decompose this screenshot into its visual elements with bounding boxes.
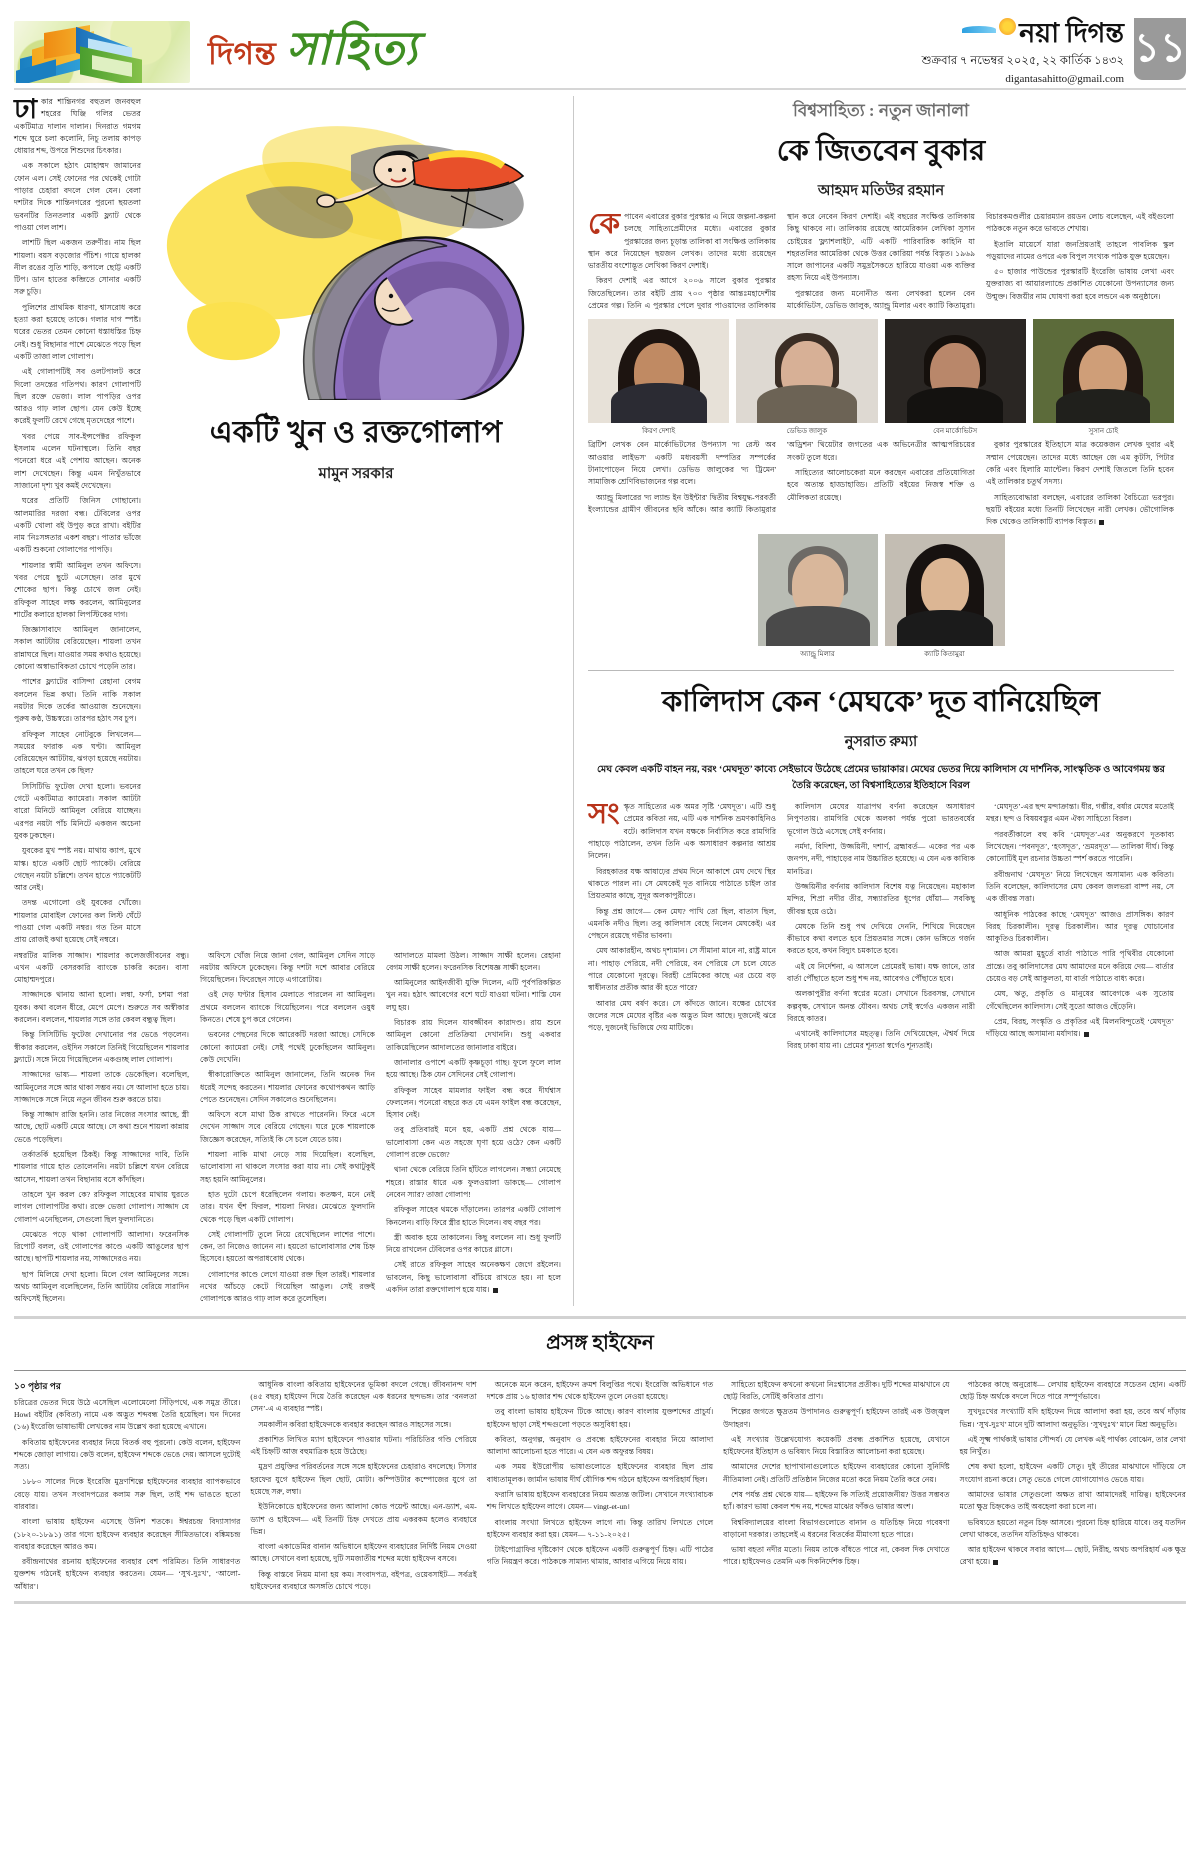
paragraph: এক সকালে হঠাৎ মোহাম্মদ জামানের ফোন এল। সেই ফোনের পর থেকেই গোটা পাড়ার চেহারা বদলে গেল যেন। বেলা দশটার দিকে শান্তিনগরের পুরনো ছয়তলা ভবনটির তিনতলার একটি ফ্ল্যাট থেকে পাওয়া গেল লাশ। [14, 161, 141, 232]
paragraph: ফরাসি ভাষায় হাইফেন ব্যবহারের নিয়ম অত্যন্ত জটিল। সেখানে সংখ্যাবাচক শব্দ লিখতে হাইফেন লাগে। যেমন— vingt-et-un। [486, 1489, 714, 1512]
bottom-divider [14, 1316, 1186, 1319]
publication-date: শুক্রবার ৭ নভেম্বর ২০২৫, ২২ কার্তিক ১৪৩২ [921, 55, 1124, 67]
paragraph: পরবর্তীকালে বহু কবি ‘মেঘদূত’-এর অনুকরণে দূতকাব্য লিখেছেন। ‘পবনদূত’, ‘হংসদূত’, ‘ভ্রমরদূত’— তালিকা দীর্ঘ। কিন্তু কোনোটিই মূল রচনার উচ্চতা স্পর্শ করতে পারেনি। [986, 829, 1174, 864]
paragraph: তর্কাতর্কি হয়েছিল ঠিকই। কিন্তু সাজ্জাদের দাবি, তিনি শায়লার গায়ে হাত তোলেননি। নয়টা চল্লিশে যখন বেরিয়ে আসেন, শায়লা তখন বিছানায় বসে কাঁদছিল। [14, 1150, 189, 1184]
paragraph: কিন্তু সাজ্জাদ রাজি হননি। তার নিজের সংসার আছে, স্ত্রী আছে, ছোট একটি মেয়ে আছে। সে কথা শুনে শায়লা কান্নায় ভেঙে পড়েছিল। [14, 1110, 189, 1144]
paragraph: শেষ পর্যন্ত প্রশ্ন থেকে যায়— হাইফেন কি সত্যিই প্রয়োজনীয়? উত্তর সম্ভবত হ্যাঁ। কারণ ভাষা কেবল শব্দ নয়, শব্দের মাঝের ফাঁকও ভাষার অংশ। [723, 1489, 950, 1512]
paragraph: পুরস্কারের জন্য মনোনীত অন্য লেখকরা হলেন বেন মার্কোভিটস, ডেভিড জালুক, অ্যান্ড্রু মিলার এবং ক্যাটি কিতামুরা। বিচারকমণ্ডলীর চেয়ারম্যান রয়ডন লোচ বলেছেন, এই বইগুলো পাঠককে নতুন করে ভাবতে শেখায়। [787, 212, 1174, 311]
lead-story-section [14, 96, 574, 1306]
author-photo [1033, 319, 1174, 423]
masthead-left [14, 14, 418, 90]
bottom-body [14, 1379, 1186, 1594]
paragraph: সাহিত্যের আলোচকেরা মনে করছেন এবারের প্রতিযোগিতা হবে অত্যন্ত হাড্ডাহাড্ডি। প্রতিটি বইয়ের নিজস্ব শক্তি ও মৌলিকতা রয়েছে। [787, 467, 975, 502]
paragraph [986, 1016, 1174, 1041]
paragraph: তবু বাংলা ভাষায় হাইফেন টিকে আছে। কারণ বাংলায় যুক্তশব্দের প্রাচুর্য। হাইফেন ছাড়া সেই শব্দগুলো পড়তে অসুবিধা হয়। [486, 1407, 714, 1429]
supplement-title-word1: দিগন্ত [208, 36, 277, 71]
story-illustration [151, 100, 561, 400]
paragraph: রবীন্দ্রনাথ ‘মেঘদূত’ নিয়ে লিখেছেন অসামান্য এক কবিতা। তিনি বলেছেন, কালিদাসের মেঘ কেবল জলভরা বাষ্প নয়, সে এক জীবন্ত সত্তা। [986, 869, 1174, 904]
paragraph: ভবিষ্যতে হয়তো নতুন চিহ্ন আসবে। পুরনো চিহ্ন হারিয়ে যাবে। তবু যতদিন লেখা থাকবে, ততদিন যতিচিহ্নও থাকবে। [959, 1517, 1186, 1539]
paragraph: জানালার ওপাশে একটি কৃষ্ণচূড়া গাছ। ফুলে ফুলে লাল হয়ে আছে। ঠিক যেন সেদিনের সেই গোলাপ। [386, 1057, 561, 1080]
paragraph: পুলিশের প্রাথমিক ধারণা, শ্বাসরোধ করে হত্যা করা হয়েছে তাকে। গলার দাগ স্পষ্ট। ঘরের ভেতর তেমন কোনো ধস্তাধস্তির চিহ্ন নেই। শুধু বিছানার পাশে মেঝেতে পড়ে ছিল একটি তাজা লাল গোলাপ। [14, 302, 141, 361]
paragraph: আধুনিক বাংলা কবিতায় হাইফেনের ভূমিকা বদলে গেছে। জীবনানন্দ দাশ (৪৫ বছর) হাইফেন দিয়ে তৈরি করেছেন এক ধরনের ছন্দভঙ্গ। তার ‘বনলতা সেন’-এ এ ব্যবহার স্পষ্ট। [250, 1379, 477, 1414]
photo-caption: সুসান চোই [1088, 427, 1119, 436]
paragraph: আমাদের দেশের ছাপাখানাগুলোতে হাইফেন ব্যবহারের কোনো সুনির্দিষ্ট নীতিমালা নেই। প্রতিটি প্রতিষ্ঠান নিজের মতো করে নিয়ম তৈরি করে নেয়। [723, 1462, 950, 1484]
contact-email[interactable]: digantasahitto@gmail.com [1005, 73, 1124, 85]
paragraph: টাইপোগ্রাফির দৃষ্টিকোণ থেকে হাইফেন একটি গুরুত্বপূর্ণ চিহ্ন। এটি পাঠের গতি নিয়ন্ত্রণ করে। পাঠককে সামান্য থামায়, আবার এগিয়ে নিয়ে যায়। [486, 1545, 714, 1567]
continued-from-label: ১০ পৃষ্ঠার পর [14, 1380, 61, 1391]
paragraph: এই সূক্ষ্ম পার্থক্যই ভাষার সৌন্দর্য। যে লেখক এই পার্থক্য বোঝেন, তার লেখা হয় নিখুঁত। [959, 1434, 1186, 1457]
supplement-title-word2: সাহিত্য [286, 23, 419, 74]
main-content [14, 96, 1186, 1306]
paragraph: মুদ্রণ প্রযুক্তির পরিবর্তনের সঙ্গে সঙ্গে হাইফেনের চেহারাও বদলেছে। সিসার হরফের যুগে হাইফেন ছিল ছোট, মোটা। কম্পিউটার কম্পোজের যুগে তা হয়েছে সরু, লম্বা। [250, 1462, 477, 1496]
paragraph: ইতালি মায়ের্সে যারা জনপ্রিয়তাই তাহলে পাবলিক স্কুল পড়ুয়াদের নামের ওপরে এক বিপুল সংখ্যক পাঠক যুক্ত হয়েছেন। [986, 239, 1174, 261]
paragraph: মেঘ আকারহীন, অথচ দৃশ্যমান। সে সীমানা মানে না, রাষ্ট্র মানে না। পাহাড় পেরিয়ে, নদী পেরিয়ে, বন পেরিয়ে সে চলে যেতে পারে যেকোনো দূরত্বে। বিরহী প্রেমিকের কাছে এর চেয়ে বড় স্বাধীনতার প্রতীক আর কী হতে পারে? [588, 946, 776, 993]
paragraph: নর্মদা, বিদিশা, উজ্জয়িনী, দশার্ণ, ব্রহ্মাবর্ত— একের পর এক জনপদ, নদী, পাহাড়ের নাম উচ্চারিত হয়েছে। এ যেন এক কাব্যিক মানচিত্র। [787, 842, 975, 876]
paragraph: সাজ্জাদকে থানায় আনা হলো। লম্বা, ফর্সা, চশমা পরা যুবক। কথা বলেন ধীরে, মেপে মেপে। শুরুতে সব অস্বীকার করলেন। বললেন, শায়লার সঙ্গে তার কেবল বন্ধুত্ব ছিল। [14, 990, 189, 1025]
paragraph: কিন্তু সিসিটিভি ফুটেজ দেখানোর পর ভেঙে পড়লেন। স্বীকার করলেন, ওইদিন সকালে তিনিই গিয়েছিলেন শায়লার ফ্ল্যাটে। সঙ্গে নিয়ে গিয়েছিলেন একগুচ্ছ লাল গোলাপ। [14, 1030, 189, 1064]
paragraph: এই যে নির্দেশনা, এ আসলে প্রেমেরই ভাষা। যক্ষ জানে, তার বার্তা পৌঁছাতে হলে শুধু শব্দ নয়, আবেগও পৌঁছাতে হবে। [787, 961, 975, 983]
paragraph: ওই দেড় ঘণ্টার হিসাব মেলাতে পারলেন না আমিনুল। প্রথমে বললেন ব্যাংকে গিয়েছিলেন। পরে বললেন ওষুধ কিনতে। শেষে চুপ করে গেলেন। [200, 990, 375, 1025]
paragraph: ভবনের পেছনের দিকে আরেকটি দরজা আছে। সেদিকে কোনো ক্যামেরা নেই। সেই পথেই ঢুকেছিলেন আমিনুল। কেউ দেখেনি। [200, 1030, 375, 1064]
masthead [14, 0, 1186, 86]
paragraph: সেই গোলাপটি তুলে নিয়ে রেখেছিলেন লাশের পাশে। কেন, তা নিজেও জানেন না। হয়তো ভালোবাসার শেষ চিহ্ন হিসেবে। হয়তো অপরাধবোধ থেকে। [200, 1229, 375, 1264]
paragraph-text: আর হাইফেন থাকবে সবার আগে— ছোট, নিরীহ, অথচ অপরিহার্য এক ক্ষুদ্র রেখা হয়ে। [959, 1545, 1186, 1567]
end-marker-icon [1084, 1032, 1089, 1037]
author-photo-row-2 [588, 534, 1174, 660]
paragraph: অফিসে খোঁজ নিয়ে জানা গেল, আমিনুল সেদিন সাড়ে নয়টায় অফিসে ঢুকেছেন। কিন্তু দশটা দশে আবার বেরিয়ে গিয়েছিলেন। ফিরেছেন সাড়ে এগারোটায়। [200, 950, 375, 985]
author-photo [885, 534, 1005, 646]
paragraph: কিন্তু বাস্তবে নিয়ম মানা হয় কম। সংবাদপত্র, বইপত্র, ওয়েবসাইট— সর্বত্রই হাইফেনের ব্যবহারে অসঙ্গতি চোখে পড়ে। [250, 1569, 477, 1592]
author-photo-row-1 [588, 319, 1174, 437]
paragraph: এক সময় ইউরোপীয় ভাষাগুলোতে হাইফেনের ব্যবহার ছিল প্রায় বাধ্যতামূলক। জার্মান ভাষায় দীর্ঘ যৌগিক শব্দ গঠনে হাইফেন অপরিহার্য ছিল। [486, 1462, 714, 1484]
paragraph: ভাষা বহতা নদীর মতো। নিয়ম তাকে বাঁধতে পারে না, কেবল দিক দেখাতে পারে। হাইফেনও তেমনি এক দিকনির্দেশক চিহ্ন। [723, 1545, 950, 1567]
photo-caption: ডেভিড জালুক [786, 427, 828, 436]
paragraph: শায়লার স্বামী আমিনুল তখন অফিসে। খবর পেয়ে ছুটে এসেছেন। তার মুখে শোকের ছাপ। কিন্তু চোখে জল নেই। রফিকুল সাহেব লক্ষ করলেন, আমিনুলের শার্টের কলারে হালকা লিপস্টিকের দাগ। [14, 560, 141, 619]
paragraph: ছাপ মিলিয়ে দেখা হলো। মিলে গেল আমিনুলের সঙ্গে। অথচ আমিনুল বলেছিলেন, তিনি আটটায় বেরিয়ে সারাদিন অফিসেই ছিলেন। [14, 1269, 189, 1304]
author-photo [885, 319, 1026, 423]
kalidas-title: কালিদাস কেন ‘মেঘকে’ দূত বানিয়েছিল [661, 686, 1101, 719]
paragraph: আধুনিক পাঠকের কাছে ‘মেঘদূত’ আজও প্রাসঙ্গিক। কারণ বিরহ চিরকালীন। দূরত্ব চিরকালীন। আর দূরত্ব ঘোচানোর আকুতিও চিরকালীন। [986, 909, 1174, 944]
paragraph: এখানেই কালিদাসের মহত্ত্ব। তিনি দেখিয়েছেন, ঐশ্বর্য দিয়ে বিরহ ঢাকা যায় না। প্রেমের শূন্যতা স্বর্গেও শূন্যতাই। [787, 1029, 975, 1051]
world-lit-kicker: বিশ্বসাহিত্য : নতুন জানালা [793, 101, 969, 120]
paragraph: রফিকুল সাহেব নোটবুকে লিখলেন— সময়ের ফারাক এক ঘণ্টা। আমিনুল বেরিয়েছেন আটটায়, ঝগড়া হয়েছে নয়টায়। তাহলে ঘরে তখন কে ছিল? [14, 729, 141, 776]
paragraph: তবু প্রতিবারই মনে হয়, একটি প্রশ্ন থেকে যায়— ভালোবাসা কেন এত সহজে ঘৃণা হয়ে ওঠে? কেন একটি গোলাপ রক্তে ভেজে? [386, 1125, 561, 1160]
paragraph: রফিকুল সাহেব মামলার ফাইল বন্ধ করে দীর্ঘশ্বাস ফেললেন। পনেরো বছরে কত যে এমন ফাইল বন্ধ করেছেন, হিসাব নেই। [386, 1085, 561, 1120]
author-photo [588, 319, 729, 423]
photo-caption: ক্যাটি কিতামুরা [924, 650, 965, 659]
paragraph: ঘরের প্রতিটি জিনিস গোছানো। আলমারির দরজা বন্ধ। টেবিলের ওপর একটি খোলা বই উপুড় করে রাখা। বইটির নাম 'নিঃসঙ্গতার একশ বছর'। পাতার ভাঁজে একটি শুকনো গোলাপের পাপড়ি। [14, 496, 141, 555]
kalidas-intro: মেঘ কেবল একটি বাহন নয়, বরং ‘মেঘদূত’ কাব্যে সেইভাবে উঠেছে প্রেমের ভায়াকার। মেঘের ভেতর দিয়ে কালিদাস যে দার্শনিক, সাংস্কৃতিক ও আবেগময় স্তর তৈরি করেছেন, তা বিশ্বসাহিত্যের ইতিহাসে বিরল [597, 764, 1165, 791]
paragraph [986, 492, 1174, 529]
paragraph: কবিতায় হাইফেনের ব্যবহার নিয়ে বিতর্ক বহু পুরনো। কেউ বলেন, হাইফেন শব্দকে জোড়া লাগায়। কেউ বলেন, হাইফেন শব্দকে ভেঙে দেয়। আসলে দুটোই সত্য। [14, 1437, 241, 1472]
paper-name: নয়া দিগন্ত [1019, 18, 1124, 48]
paragraph: লাশটি ছিল একজন তরুণীর। নাম ছিল শায়লা। বয়স বড়জোর পঁচিশ। গায়ে হালকা নীল রঙের সুতি শাড়ি, কপালে ছোট্ট একটি টিপ। ডান হাতের কব্জিতে সোনার একটি সরু চুড়ি। [14, 238, 141, 297]
world-lit-byline: আহমদ মতিউর রহমান [817, 183, 945, 199]
paragraph: হাত দুটো চেপে ধরেছিলেন গলায়। কতক্ষণ, মনে নেই তার। যখন হুঁশ ফিরল, শায়লা নিথর। মেঝেতে ফুলদানি থেকে পড়ে ছিল একটি গোলাপ। [200, 1189, 375, 1224]
paragraph: পাঠকের কাছে অনুরোধ— লেখায় হাইফেন ব্যবহারে সচেতন হোন। একটি ছোট্ট চিহ্ন অর্থকে বদলে দিতে পারে সম্পূর্ণভাবে। [959, 1379, 1186, 1401]
paragraph: বাংলা একাডেমির বানান অভিধানে হাইফেন ব্যবহারের নির্দিষ্ট নিয়ম দেওয়া আছে। সেখানে বলা হয়েছে, দুটি সমজাতীয় শব্দের মধ্যে হাইফেন বসবে। [250, 1542, 477, 1564]
end-marker-icon [993, 1560, 998, 1565]
paragraph: শেষ কথা হলো, হাইফেন একটি সেতু। দুই তীরের মাঝখানে দাঁড়িয়ে সে সংযোগ রচনা করে। সেতু ভেঙে গেলে যোগাযোগও ভেঙে যায়। [959, 1462, 1186, 1484]
paragraph: ১৮৮০ সালের দিকে ইংরেজি মুদ্রণশিল্পে হাইফেনের ব্যবহার ব্যাপকভাবে বেড়ে যায়। তখন সংবাদপত্রের কলাম সরু ছিল, তাই শব্দ ভাঙতে হতো বারবার। [14, 1477, 241, 1511]
paragraph [386, 1259, 561, 1296]
paragraph: বাংলায় সংখ্যা লিখতে হাইফেন লাগে না। কিন্তু তারিখ লিখতে গেলে হাইফেন ব্যবহার করা হয়। যেমন— ৭-১১-২০২৫। [486, 1517, 714, 1539]
paragraph: শিল্পের জগতে ক্ষুদ্রতম উপাদানও গুরুত্বপূর্ণ। হাইফেন তারই এক উজ্জ্বল উদাহরণ। [723, 1407, 950, 1429]
paragraph: ‘মেঘদূত’-এর ছন্দ মন্দাক্রান্তা। ধীর, গম্ভীর, বর্ষার মেঘের মতোই মন্থর। ছন্দ ও বিষয়বস্তুর এমন ঐক্য সাহিত্যে বিরল। [986, 802, 1174, 824]
paragraph: আমাদের ভাষার সেতুগুলো অক্ষত রাখা আমাদেরই দায়িত্ব। হাইফেনের মতো ক্ষুদ্র চিহ্নকেও তাই অবহেলা করা চলে না। [959, 1489, 1186, 1512]
paragraph: সংস্কৃত সাহিত্যের এক অমর সৃষ্টি ‘মেঘদূত’। এটি শুধু প্রেমের কবিতা নয়, এটি এক দার্শনিক ভ্রমণকাহিনিও বটে। কালিদাস যখন যক্ষকে নির্বাসিত করে রামগিরি পাহাড়ে পাঠালেন, তখন তিনি এক অসাধারণ কল্পনার আশ্রয় নিলেন। [588, 798, 776, 861]
footer-divider [14, 1601, 1186, 1604]
paragraph: কিন্তু প্রশ্ন জাগে— কেন মেঘ? পাখি তো ছিল, বাতাস ছিল, এমনকি নদীও ছিল। তবু কালিদাস বেছে নিলেন মেঘকেই। এর পেছনে রয়েছে গভীর ভাবনা। [588, 906, 776, 941]
photo-caption: কিরণ দেশাই [642, 427, 676, 436]
bottom-section [14, 1316, 1186, 1605]
paragraph: আদালতে মামলা উঠল। সাজ্জাদ সাক্ষী হলেন। রেহানা বেগম সাক্ষী হলেন। ফরেনসিক বিশেষজ্ঞ সাক্ষী হলেন। [386, 950, 561, 972]
paragraph: স্বীকারোক্তিতে আমিনুল জানালেন, তিনি অনেক দিন ধরেই সন্দেহ করতেন। শায়লার ফোনের কথোপকথন আড়ি পেতে শুনেছেন। সেদিন সকালেও শুনেছিলেন। [200, 1070, 375, 1104]
paragraph: থানা থেকে বেরিয়ে তিনি হাঁটতে লাগলেন। সন্ধ্যা নেমেছে শহরে। রাস্তার ধারে এক ফুলওয়ালা ডাকছে— গোলাপ নেবেন স্যার? তাজা গোলাপ! [386, 1165, 561, 1199]
paragraph: মেঘ, ঋতু, প্রকৃতি ও মানুষের আবেগকে এক সুতোয় গেঁথেছিলেন কালিদাস। সেই সুতো আজও ছেঁড়েনি। [986, 989, 1174, 1011]
paragraph: কবিতা, অনুগল্প, অনুবাদ ও প্রবন্ধে হাইফেনের ব্যবহার নিয়ে আলাদা আলাদা আলোচনা হতে পারে। এ যেন এক অফুরন্ত বিষয়। [486, 1434, 714, 1457]
world-lit-title: কে জিতবেন বুকার [776, 135, 986, 167]
paragraph: মেঘকে তিনি শুধু পথ দেখিয়ে দেননি, শিখিয়ে দিয়েছেন কীভাবে কথা বলতে হবে প্রিয়তমার সঙ্গে। কোন ভঙ্গিতে গর্জন করতে হবে, কখন বিদ্যুৎ চমকাতে হবে। [787, 921, 975, 956]
photo-caption: বেন মার্কোভিটস [933, 427, 978, 436]
end-marker-icon [1099, 520, 1104, 525]
paragraph: ইউনিকোডে হাইফেনের জন্য আলাদা কোড পয়েন্ট আছে। এন-ড্যাশ, এম-ড্যাশ ও হাইফেন— এই তিনটি চিহ্ন দেখতে প্রায় একরকম হলেও ব্যবহারে ভিন্ন। [250, 1502, 477, 1536]
paragraph: কিরণ দেশাই এর আগে ২০০৬ সালে বুকার পুরস্কার জিতেছিলেন। তার বইটি প্রায় ৭০০ পৃষ্ঠার আন্তঃমহাদেশীয় প্রেমের গল্প। তিনি এ পুরস্কার পেলে দুবার পাওয়াদের তালিকায় স্থান করে নেবেন কিরণ দেশাই। এই বছরের সংক্ষিপ্ত তালিকায় কিছু থাকবে না। তালিকায় রয়েছে আমেরিকান লেখিকা সুসান চোইয়ের 'ফ্ল্যাশলাইট', এটি একটি পারিবারিক কাহিনি যা শহরতলির আমেরিকা থেকে উত্তর কোরিয়া পর্যন্ত বিস্তৃত। ১৯৬৯ সালে জাপানের একটি সমুদ্রসৈকতে হারিয়ে যাওয়া এক ব্যক্তির রহস্য নিয়ে এই উপন্যাস। [588, 212, 975, 311]
paragraph: নম্বরটির মালিক সাজ্জাদ। শায়লার কলেজজীবনের বন্ধু। এখন একটি বেসরকারি ব্যাংকে চাকরি করেন। বাসা মোহাম্মদপুরে। [14, 950, 189, 985]
paragraph: চরিত্রের ভেতর দিয়ে উঠে এসেছিল এলোমেলো সিঁড়িপথে, এক সমুদ্র তীরে। Howl বইটির (কবিতা) নামে এক অদ্ভুত শব্দবন্ধ তৈরি হয়েছিল। ঘন দিনের (১৬) ইংরেজি ভাষাভাষী লেখকের নাম উল্লেখ করা হয়েছে এখানে। [14, 1397, 241, 1432]
paragraph-text: প্রেম, বিরহ, সংস্কৃতি ও প্রকৃতির এই মিলনবিন্দুতেই ‘মেঘদূত’ দাঁড়িয়ে আছে অসামান্য মর্যাদায়। [986, 1016, 1174, 1039]
paragraph: রফিকুল সাহেব থমকে দাঁড়ালেন। তারপর একটি গোলাপ কিনলেন। বাড়ি ফিরে স্ত্রীর হাতে দিলেন। বহু বছর পর। [386, 1205, 561, 1227]
kalidas-article [588, 679, 1174, 1052]
paragraph: সাহিত্যে হাইফেন কখনো কখনো নিঃশ্বাসের প্রতীক। দুটি শব্দের মাঝখানে যে ছোট্ট বিরতি, সেটিই কবিতার প্রাণ। [723, 1379, 950, 1401]
paragraph: উজ্জয়িনীর বর্ণনায় কালিদাস বিশেষ যত্ন নিয়েছেন। মহাকাল মন্দির, শিপ্রা নদীর তীর, সন্ধ্যারতির ধূপের ধোঁয়া— সবকিছু জীবন্ত হয়ে ওঠে। [787, 881, 975, 916]
lead-story-title: একটি খুন ও রক্তগোলাপ [209, 416, 503, 449]
paragraph: ৫০ হাজার পাউন্ডের পুরস্কারটি ইংরেজি ভাষায় লেখা এবং যুক্তরাজ্য বা আয়ারল্যান্ডে প্রকাশিত যেকোনো উপন্যাসের জন্য উন্মুক্ত। বিজয়ীর নাম ঘোষণা করা হবে লন্ডনে এক অনুষ্ঠানে। [986, 267, 1174, 301]
paragraph: বাংলা ভাষায় হাইফেন এসেছে উনিশ শতকে। ঈশ্বরচন্দ্র বিদ্যাসাগর (১৮২০-১৮৯১) তার গদ্যে হাইফেন ব্যবহার করেছেন সীমিতভাবে। বঙ্কিমচন্দ্র ব্যবহার করেছেন আরও কম। [14, 1517, 241, 1551]
sun-icon [999, 18, 1016, 35]
illustration-svg [151, 100, 561, 400]
paragraph: তাহলে খুন করল কে? রফিকুল সাহেবের মাথায় ঘুরতে লাগল গোলাপটির কথা। রক্তে ভেজা গোলাপ। সাজ্জাদ যে গোলাপ এনেছিলেন, সেগুলো ছিল ফুলদানিতে। [14, 1189, 189, 1224]
bottom-section-title: প্রসঙ্গ হাইফেন [546, 1331, 654, 1354]
paragraph: স্ত্রী অবাক হয়ে তাকালেন। কিছু বললেন না। শুধু ফুলটি নিয়ে রাখলেন টেবিলের ওপর কাচের গ্লাসে। [386, 1232, 561, 1255]
paragraph: আমিনুলের আইনজীবী যুক্তি দিলেন, এটি পূর্বপরিকল্পিত খুন নয়। হঠাৎ আবেগের বশে ঘটে যাওয়া ঘটনা। শাস্তি যেন লঘু হয়। [386, 978, 561, 1012]
paragraph: বিশ্ববিদ্যালয়ের বাংলা বিভাগগুলোতে বানান ও যতিচিহ্ন নিয়ে গবেষণা বাড়ানো দরকার। তাহলেই এ ধরনের বিতর্কের মীমাংসা হতে পারে। [723, 1517, 950, 1539]
paragraph: বুকার পুরস্কারের ইতিহাসে মাত্র কয়েকজন লেখক দুবার এই সম্মান পেয়েছেন। তাদের মধ্যে আছেন জে এম কুটসি, পিটার কেরি এবং হিলারি ম্যান্টেল। কিরণ দেশাই জিতলে তিনি হবেন এই তালিকার চতুর্থ সদস্য। [986, 440, 1174, 487]
paragraph: অলকাপুরীর বর্ণনা স্বপ্নের মতো। সেখানে চিরবসন্ত, সেখানে কল্পবৃক্ষ, সেখানে অনন্ত যৌবন। অথচ সেই স্বর্গেও একজন নারী বিরহে কাতর। [787, 989, 975, 1023]
lead-story-column-1 [14, 96, 141, 950]
supplement-title [208, 14, 418, 90]
paragraph-text: সাহিত্যবোদ্ধারা বলছেন, এবারের তালিকা বৈচিত্র্যে ভরপুর। ছয়টি বইয়ের মধ্যে তিনটি লিখেছেন নারী লেখক। ভৌগোলিক দিক থেকেও তালিকাটি ব্যাপক বিস্তৃত। [986, 492, 1174, 527]
wave-icon [962, 26, 996, 33]
paragraph: যুবকের মুখ স্পষ্ট নয়। মাথায় ক্যাপ, মুখে মাস্ক। হাতে একটি ছোট প্যাকেট। বেরিয়ে গেছেন নয়টা চল্লিশে। তখন হাতে প্যাকেটটি আর নেই। [14, 846, 141, 893]
kalidas-byline: নুসরাত রুম্যা [844, 734, 918, 751]
books-logo-icon [14, 21, 190, 83]
photo-caption: অ্যান্ড্রু মিলার [800, 650, 835, 659]
paragraph: রবীন্দ্রনাথের রচনায় হাইফেনের ব্যবহার বেশ পরিমিত। তিনি সাধারণত যুক্তশব্দ গঠনেই হাইফেন ব্যবহার করতেন। যেমন— ‘সুখ-দুঃখ’, ‘আলো-আঁধার’। [14, 1557, 241, 1591]
paragraph: সিসিটিভি ফুটেজ দেখা হলো। ভবনের গেটে একটিমাত্র ক্যামেরা। সকাল আটটা বারো মিনিটে আমিনুল বেরিয়ে যাচ্ছেন। এরপর নয়টা পাঁচ মিনিটে একজন অচেনা যুবক ঢুকছেন। [14, 781, 141, 840]
paper-logo [922, 18, 1124, 47]
author-photo-cell [736, 319, 877, 437]
paragraph: অফিসে বসে মাথা ঠিক রাখতে পারেননি। ফিরে এসে দেখেন সাজ্জাদ সবে বেরিয়ে গেছেন। ঘরে ঢুকে শায়লাকে জিজ্ঞেস করেছেন, সত্যিই কি সে চলে যেতে চায়। [200, 1110, 375, 1144]
paragraph: সুখদুঃখের সংখ্যাটি যদি হাইফেন দিয়ে আলাদা করা হয়, তবে অর্থ দাঁড়ায় ভিন্ন। ‘সুখ-দুঃখ’ মানে দুটি আলাদা অনুভূতি। ‘সুখদুঃখ’ মানে মিশ্র অনুভূতি। [959, 1407, 1186, 1429]
paragraph: সমকালীন কবিরা হাইফেনকে ব্যবহার করছেন আরও সাহসের সঙ্গে। [258, 1419, 452, 1429]
paragraph: এই গোলাপটিই সব ওলটপালট করে দিলো তদন্তের গতিপথ। কারণ গোলাপটি ছিল রক্তে ভেজা। লাল পাপড়ির ওপর আরও গাঢ় লাল ছোপ। যেন কেউ ইচ্ছে করেই ফুলটি রেখে গেছে মৃতদেহের পাশে। [14, 367, 141, 426]
section-divider [588, 670, 1174, 671]
lead-story-byline: মামুন সরকার [318, 466, 394, 482]
paragraph: আজ আমরা মুহূর্তে বার্তা পাঠাতে পারি পৃথিবীর যেকোনো প্রান্তে। তবু কালিদাসের মেঘ আমাদের মনে করিয়ে দেয়— বার্তার চেয়েও বড় সেই আকুলতা, যা বার্তা পাঠাতে বাধ্য করে। [986, 949, 1174, 983]
bottom-title-underline [14, 1370, 1186, 1371]
world-literature-article [588, 98, 1174, 660]
page-number: ১১ [1134, 18, 1186, 80]
paragraph: বিরহকাতর যক্ষ আষাঢ়ের প্রথম দিনে আকাশে মেঘ দেখে স্থির থাকতে পারল না। সে মেঘকেই দূত বানিয়ে পাঠাতে চাইল তার প্রিয়তমার কাছে, সুদূর অলকাপুরীতে। [588, 866, 776, 901]
paragraph: শায়লা নাকি মাথা নেড়ে সায় দিয়েছিল। বলেছিল, ভালোবাসা না থাকলে সংসার করা যায় না। সেই কথাটুকুই সহ্য হয়নি আমিনুলের। [200, 1150, 375, 1184]
masthead-right [922, 14, 1186, 85]
author-photo-cell [885, 319, 1026, 437]
paragraph: সাজ্জাদের ভাষ্য— শায়লা তাকে ডেকেছিল। বলেছিল, আমিনুলের সঙ্গে আর থাকা সম্ভব নয়। সে আলাদা হতে চায়। সাজ্জাদকে সঙ্গে নিয়ে নতুন জীবন শুরু করতে চায়। [14, 1070, 189, 1104]
paragraph: ব্রিটিশ লেখক বেন মার্কোভিটসের উপন্যাস 'দ্য রেস্ট অব আওয়ার লাইভস' একটি মধ্যবয়সী দম্পতির সম্পর্কের টানাপোড়েন নিয়ে লেখা। ডেভিড জালুকের 'দ্য ট্রিমেন' সামাজিক শ্রেণিবিভাজনের গল্প বলে। [588, 440, 776, 487]
author-photo-cell [885, 534, 1005, 660]
right-section [574, 96, 1174, 1306]
paragraph: জিজ্ঞাসাবাদে আমিনুল জানালেন, সকাল আটটায় বেরিয়েছেন। শায়লা তখন রান্নাঘরে ছিল। যাওয়ার সময় কথাও হয়েছে। কোনো অস্বাভাবিকতা চোখে পড়েনি তার। [14, 625, 141, 672]
paragraph: গোলাপের কাণ্ডে লেগে যাওয়া রক্ত ছিল তারই। শায়লার নখের আঁচড়ে কেটে গিয়েছিল আঙুল। সেই রক্তই গোলাপকে আরও গাঢ় লাল করে তুলেছিল। [200, 1269, 375, 1304]
author-photo [758, 534, 878, 646]
paragraph: খবর পেয়ে সাব-ইন্সপেক্টর রফিকুল ইসলাম এলেন ঘটনাস্থলে। তিনি বছর পনেরো ধরে এই পেশায় আছেন। অনেক লাশ দেখেছেন। কিন্তু এমন নিখুঁতভাবে সাজানো দৃশ্য খুব কমই দেখেছেন। [14, 431, 141, 490]
paragraph: এই সংখ্যায় উল্লেখযোগ্য কয়েকটি প্রবন্ধ প্রকাশিত হয়েছে, যেখানে হাইফেনের ইতিহাস ও ভবিষ্যৎ নিয়ে বিস্তারিত আলোচনা করা হয়েছে। [723, 1434, 950, 1457]
paragraph: অ্যান্ড্রু মিলারের 'দ্য ল্যান্ড ইন উইন্টার' দ্বিতীয় বিশ্বযুদ্ধ-পরবর্তী ইংল্যান্ডের গ্রামীণ জীবনের ছবি আঁকে। আর ক্যাটি কিতামুরার 'অড্রিশন' থিয়েটার জগতের এক অভিনেত্রীর আত্মপরিচয়ের সংকট তুলে ধরে। [588, 440, 975, 514]
paragraph: আবার মেঘ বর্ষণ করে। সে কাঁদতে জানে। যক্ষের চোখের জলের সঙ্গে মেঘের বৃষ্টির এক অদ্ভুত মিল আছে। দুজনেই ঝরে পড়ে, দুজনেই ভিজিয়ে দেয় মাটিকে। [588, 998, 776, 1033]
paragraph: অনেকে মনে করেন, হাইফেন ক্রমশ বিলুপ্তির পথে। ইংরেজি অভিধানে গত দশকে প্রায় ১৬ হাজার শব্দ থেকে হাইফেন তুলে নেওয়া হয়েছে। [486, 1379, 714, 1401]
paragraph: তদন্ত এগোলো ওই যুবকের খোঁজে। শায়লার মোবাইল ফোনের কল লিস্ট ঘেঁটে পাওয়া গেল একটি নম্বর। গত তিন মাসে প্রায় রোজই কথা হয়েছে সেই নম্বরে। [14, 898, 141, 945]
author-photo [736, 319, 877, 423]
lead-story-body [14, 950, 561, 1306]
paragraph: বিচারক রায় দিলেন যাবজ্জীবন কারাদণ্ড। রায় শুনে আমিনুল কোনো প্রতিক্রিয়া দেখাননি। শুধু একবার তাকিয়েছিলেন আদালতের জানালার বাইরে। [386, 1018, 561, 1052]
author-photo-cell [758, 534, 878, 660]
paragraph: কালিদাস মেঘের যাত্রাপথ বর্ণনা করেছেন অসাধারণ নিপুণতায়। রামগিরি থেকে অলকা পর্যন্ত পুরো ভারতবর্ষের ভূগোল উঠে এসেছে সেই বর্ণনায়। [787, 802, 975, 836]
world-lit-body-middle [588, 439, 1174, 528]
lead-story-right-block [151, 96, 561, 950]
paragraph: প্রকাশিত লিখিত ম্যাগ হাইফেনে পাওয়ার ঘটনা। পরিচিতির গণ্ডি পেরিয়ে এই চিহ্নটি আজ বহুমাত্রিক হয়ে উঠেছে। [250, 1434, 477, 1457]
kalidas-body [588, 798, 1174, 1053]
end-marker-icon [493, 1288, 498, 1293]
paragraph: ঢাকার শান্তিনগর বহুতল জনবহুল শহরের ঘিঞ্জি গলির ভেতর একটিমাত্র দালান দালান। দিনরাত গমগম শব্দে ঘুরে চলা কলোনি, নিচু তলায় কাপড় ধোয়ার শব্দ, উপরে শিশুদের চিৎকার। [14, 94, 141, 156]
paragraph: কেপাবেন এবারের বুকার পুরস্কার এ নিয়ে জল্পনা-কল্পনা চলছে সাহিত্যপ্রেমীদের মধ্যে। এবারের বুকার পুরস্কারের জন্য চূড়ান্ত তালিকা বা সংক্ষিপ্ত তালিকায় স্থান করে নিয়েছেন ছয়জন লেখক। তাদের মধ্যে রয়েছেন ভারতীয় বংশোদ্ভূত লেখিকা কিরণ দেশাই। [588, 208, 776, 271]
world-lit-body-top [588, 208, 1174, 312]
paragraph-text: সেই রাতে রফিকুল সাহেব অনেকক্ষণ জেগে রইলেন। ভাবলেন, কিছু ভালোবাসা বাঁচিয়ে রাখতে হয়। না হলে একদিন তারা রক্তগোলাপ হয়ে যায়। [386, 1260, 561, 1295]
author-photo-cell [1033, 319, 1174, 437]
author-photo-cell [588, 319, 729, 437]
paragraph: মেঝেতে পড়ে থাকা গোলাপটি আলাদা। ফরেনসিক রিপোর্ট বলল, ওই গোলাপের কাণ্ডে একটি আঙুলের ছাপ আছে। ছাপটি শায়লার নয়, সাজ্জাদেরও নয়। [14, 1229, 189, 1264]
paragraph [960, 1544, 1186, 1569]
paragraph: পাশের ফ্ল্যাটের বাসিন্দা রেহানা বেগম বললেন ভিন্ন কথা। তিনি নাকি সকাল নয়টার দিকে তর্কের আওয়াজ শুনেছেন। পুরুষ কণ্ঠ, উচ্চস্বরে। তারপর হঠাৎ সব চুপ। [14, 677, 141, 724]
